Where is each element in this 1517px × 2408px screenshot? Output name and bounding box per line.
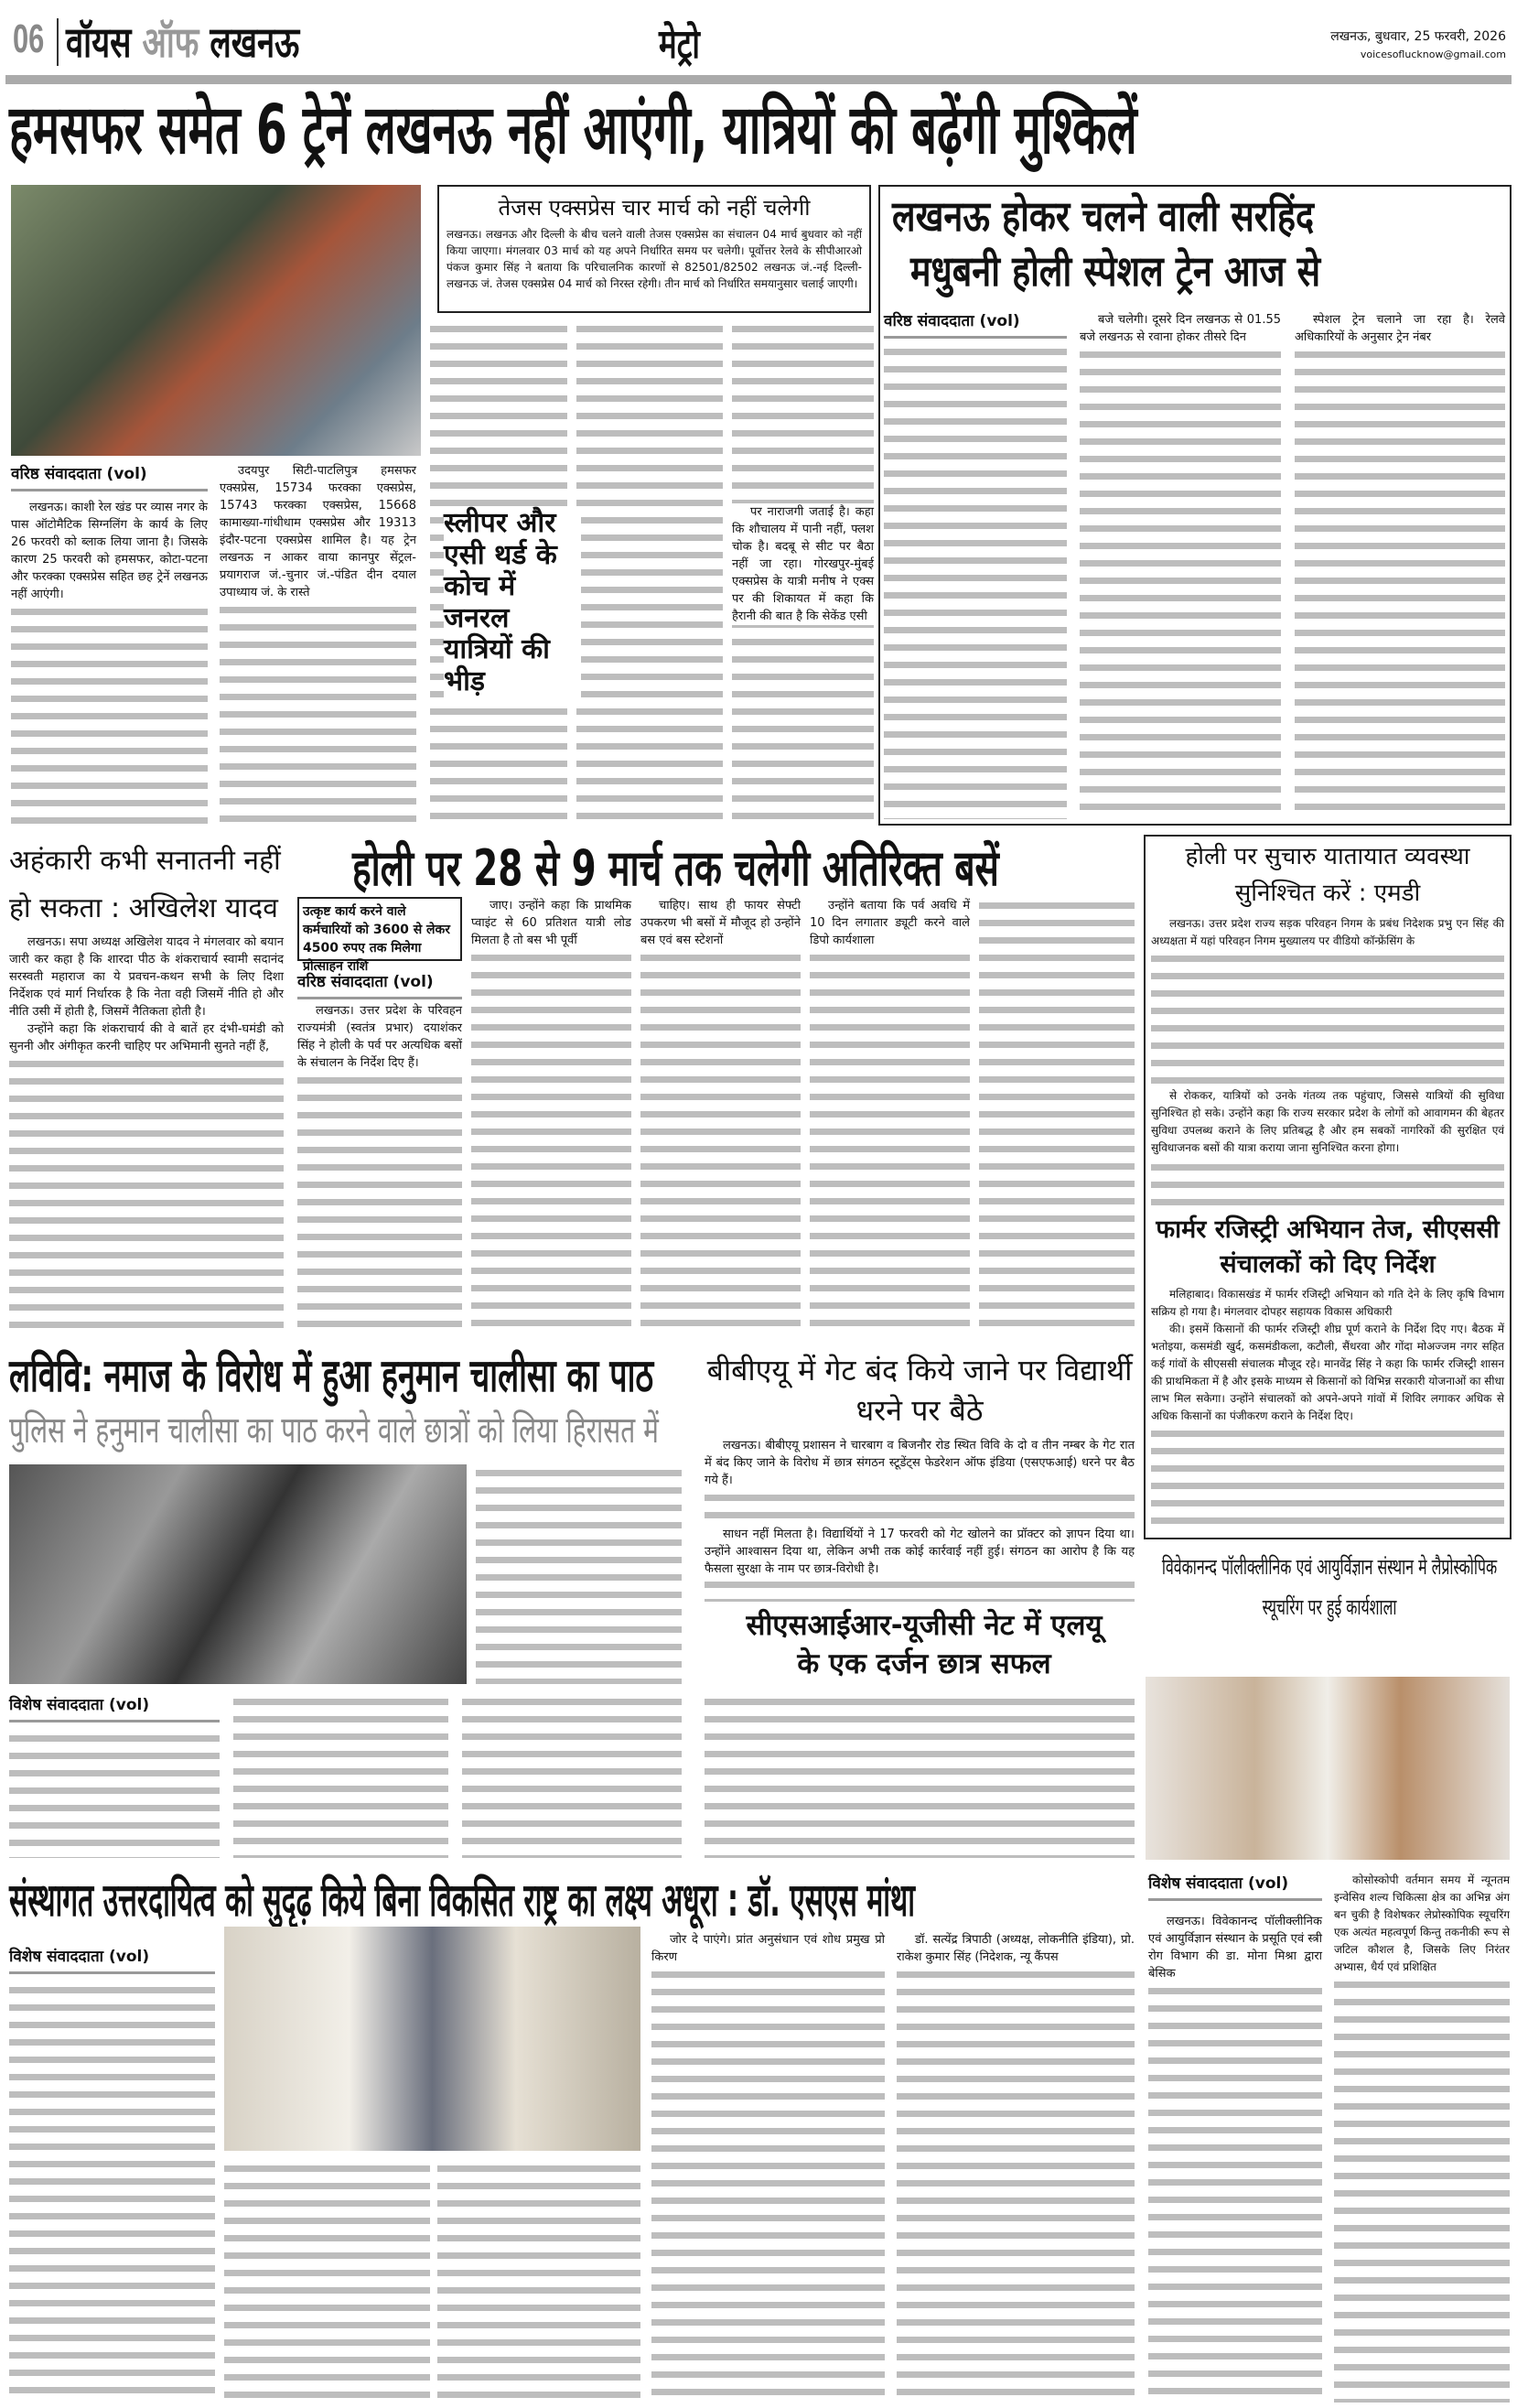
farmer-headline: फार्मर रजिस्ट्री अभियान तेज, सीएससी संचालकों को दिए निर्देश (1156, 1215, 1500, 1279)
masthead-logo (66, 13, 299, 70)
lead-col-1 (11, 499, 208, 824)
workshop-photo (1146, 1677, 1510, 1860)
byline: वरिष्ठ संवाददाता (vol) (297, 970, 462, 999)
sarhind-col-2 (1080, 311, 1281, 819)
tejas-headline: तेजस एक्सप्रेस चार मार्च को नहीं चलेगी (498, 195, 811, 221)
paragraph: चाहिए। साथ ही फायर सेफ्टी उपकरण भी बसों में मौजूद हो उन्होंने बस एवं बस स्टेशनों (640, 899, 801, 947)
vivekanand-col-2 (1334, 1872, 1510, 2403)
sarhind-headline-2: मधुबनी होली स्पेशल ट्रेन आज से (910, 246, 1321, 296)
paragraph: डॉ. सत्येंद्र त्रिपाठी (अध्यक्ष, लोकनीति इंडिया), प्रो. राकेश कुमार सिंह (निदेशक, न्यू कैंपस (897, 1933, 1135, 1964)
lead-col-2 (220, 462, 416, 824)
mantha-col-3 (437, 2160, 640, 2403)
paragraph: मलिहाबाद। विकासखंड में फार्मर रजिस्ट्री अभियान को गति देने के लिए कृषि विभाग सक्रिय हो गया है। मंगलवार दोपहर सहायक विकास अधिकारी (1151, 1286, 1504, 1321)
paragraph: बजे चलेगी। दूसरे दिन लखनऊ से 01.55 बजे लखनऊ से रवाना होकर तीसरे दिन (1080, 313, 1281, 344)
buses-col-4 (810, 897, 970, 1336)
buses-headline: होली पर 28 से 9 मार्च तक चलेगी अतिरिक्त बसें (352, 839, 999, 897)
email: voicesoflucknow@gmail.com (1360, 49, 1506, 60)
buses-col-5 (979, 897, 1135, 1336)
buses-highlight: उत्कृष्ट कार्य करने वाले कर्मचारियों को 3600 से लेकर 4500 रुपए तक मिलेगा प्रोत्साहन राशि (297, 897, 462, 961)
csir-headline: सीएसआईआर-यूजीसी नेट में एलयू के एक दर्जन छात्र सफल (746, 1609, 1103, 1680)
sarhind-headline-1: लखनऊ होकर चलने वाली सरहिंद (892, 191, 1315, 241)
byline: विशेष संवाददाता (vol) (9, 1693, 220, 1722)
akhilesh-headline: अहंकारी कभी सनातनी नहीं हो सकता : अखिलेश यादव (9, 845, 281, 924)
paragraph: लखनऊ। विवेकानन्द पॉलीक्लीनिक एवं आयुर्विज्ञान संस्थान के प्रसूति एवं स्त्री रोग विभाग की डा. मोना मिश्रा द्वारा बेसिक (1148, 1915, 1322, 1981)
section-title: मेट्रो (659, 21, 700, 68)
buses-col-2 (471, 897, 631, 1336)
paragraph: साधन नहीं मिलता है। विद्यार्थियों ने 17 फरवरी को गेट खोलने का प्रॉक्टर को ज्ञापन दिया था। उन्होंने आश्वासन दिया था, लेकिन अभी तक कोई कार्रवाई नहीं हुई। संगठन का आरोप है कि यह फैसला सुरक्षा के नाम पर छात्र-विरोधी है। (705, 1528, 1135, 1576)
mantha-col-4 (651, 1931, 885, 2403)
paragraph: उदयपुर सिटी-पाटलिपुत्र हमसफर एक्सप्रेस, 15734 फरक्का एक्सप्रेस, 15743 फरक्का एक्सप्रेस, 15668 कामाख्या-गांधीधाम एक्सप्रेस और 19313 इंदौर-पटना एक्सप्रेस शामिल है। यह ट्रेन लखनऊ न आकर वाया कानपुर सेंट्रल-प्रयागराज जं.-चुनार जं.-पंडित दीन दयाल उपाध्याय जं. के रास्ते (220, 464, 416, 599)
sarhind-col-1 (884, 343, 1067, 819)
lavivi-col-side (476, 1464, 682, 1684)
lavivi-col-1 (9, 1730, 220, 1858)
lavivi-subhead: पुलिस ने हनुमान चालीसा का पाठ करने वाले छात्रों को लिया हिरासत में (9, 1409, 659, 1452)
lavivi-col-3 (462, 1693, 682, 1858)
paragraph: उन्होंने कहा कि शंकराचार्य की वे बातें हर दंभी-घमंडी को सुननी और अंगीकृत करनी चाहिए पर अभिमानी सुनते नहीं हैं, (9, 1022, 284, 1053)
bbau-headline: बीबीएयू में गेट बंद किये जाने पर विद्यार्थी धरने पर बैठे (706, 1353, 1133, 1428)
mantha-headline: संस्थागत उत्तरदायित्व को सुदृढ़ किये बिना विकसित राष्ट्र का लक्ष्य अधूरा : डॉ. एसएस मांथा (9, 1873, 916, 1927)
event-photo (224, 1927, 640, 2151)
paragraph: जोर दे पाएंगे। प्रांत अनुसंधान एवं शोध प्रमुख प्रो किरण (651, 1933, 885, 1964)
train-photo (11, 185, 421, 456)
sarhind-col-3 (1295, 311, 1505, 819)
md-text (1151, 915, 1504, 1208)
paragraph: जाए। उन्होंने कहा कि प्राथमिक प्वाइंट से 60 प्रतिशत यात्री लोड मिलता है तो बस भी पूर्वी (471, 899, 631, 947)
mantha-col-2 (224, 2160, 430, 2403)
paragraph: लखनऊ। उत्तर प्रदेश राज्य सड़क परिवहन निगम के प्रबंध निदेशक प्रभु एन सिंह की अध्यक्षता में यहां परिवहन निगम मुख्यालय पर वीडियो कॉन्फ्रेंसिंग के (1151, 915, 1504, 950)
lavivi-headline: लविवि: नमाज के विरोध में हुआ हनुमान चालीसा का पाठ (9, 1349, 654, 1402)
akhilesh-text (9, 934, 284, 1336)
paragraph: लखनऊ। काशी रेल खंड पर व्यास नगर के पास ऑटोमैटिक सिग्नलिंग के कार्य के लिए 26 फरवरी को ब्लाक लिया जाना है। जिसके कारण 25 फरवरी को हमसफर, कोटा-पटना और फरक्का एक्सप्रेस सहित छह ट्रेनें लखनऊ नहीं आएंगी। (11, 501, 208, 601)
date: लखनऊ, बुधवार, 25 फरवरी, 2026 (1330, 29, 1506, 44)
paragraph: उन्होंने बताया कि पर्व अवधि में 10 दिन लगातार ड्यूटी करने वाले डिपो कार्यशाला (810, 899, 970, 947)
middle-col-2 (576, 320, 723, 824)
bbau-text (705, 1437, 1135, 1602)
byline: वरिष्ठ संवाददाता (vol) (884, 309, 1067, 339)
vivekanand-headline: विवेकानन्द पॉलीक्लीनिक एवं आयुर्विज्ञान संस्थान मे लैप्रोस्कोपिक स्यूचरिंग पर हुई कार्यशाला (1148, 1547, 1511, 1627)
tejas-text: लखनऊ। लखनऊ और दिल्ली के बीच चलने वाली तेजस एक्सप्रेस का संचालन 04 मार्च बुधवार को नहीं किया जाएगा। मंगलवार 03 मार्च को यह अपने निर्धारित समय पर चलेगी। पूर्वोत्तर रेलवे के सीपीआरओ पंकज कुमार सिंह ने बताया कि परिचालनिक कारणों से 82501/82502 लखनऊ जं.-नई दिल्ली-लखनऊ जं. तेजस एक्सप्रेस 04 मार्च को निरस्त रहेगी। तीन मार्च को निर्धारित समयानुसार चलाई जाएगी। (446, 228, 862, 290)
md-headline: होली पर सुचारु यातायात व्यवस्था सुनिश्चित करें : एमडी (1185, 843, 1470, 907)
vivekanand-col-1 (1148, 1913, 1322, 2403)
dateline (1330, 27, 1506, 64)
page-number: 06 (13, 16, 45, 61)
paragraph: कोसोस्कोपी वर्तमान समय में न्यूनतम इन्वेसिव शल्य चिकित्सा क्षेत्र का अभिन्न अंग बन चुकी है विशेषकर लेप्रोस्कोपिक स्यूचरिंग एक अत्यंत महत्वपूर्ण किन्तु तकनीकी रूप से जटिल कौशल है, जिसके लिए निरंतर अभ्यास, धैर्य एवं प्रशिक्षित (1334, 1872, 1510, 1976)
buses-col-3 (640, 897, 801, 1336)
farmer-text (1151, 1286, 1504, 1533)
tejas-box (437, 185, 871, 313)
byline: वरिष्ठ संवाददाता (vol) (11, 462, 208, 491)
paragraph: पर नाराजगी जताई है। कहा कि शौचालय में पानी नहीं, फ्लश चोक है। बदबू से सीट पर बैठा नहीं जा रहा। गोरखपुर-मुंबई एक्सप्रेस के यात्री मनीष ने एक्स पर की शिकायत में कहा कि हैरानी की बात है कि सेकेंड एसी (732, 505, 874, 623)
paragraph: लखनऊ। सपा अध्यक्ष अखिलेश यादव ने मंगलवार को बयान जारी कर कहा है कि शारदा पीठ के शंकराचार्य स्वामी सदानंद सरस्वती महाराज का ये प्रवचन-कथन सभी के लिए दिशा निर्देशक एवं मार्ग निर्धारक है कि नेता वही जिसमें नीति हो और नीति उसी में होती है, जिसमें नैतिकता होती है। (9, 935, 284, 1019)
paragraph: लखनऊ। उत्तर प्रदेश के परिवहन राज्यमंत्री (स्वतंत्र प्रभार) दयाशंकर सिंह ने होली के पर्व पर अत्यधिक बसों के संचालन के निर्देश दिए हैं। (297, 1004, 462, 1070)
mantha-col-5 (897, 1931, 1135, 2403)
paragraph: लखनऊ। बीबीएयू प्रशासन ने चारबाग व बिजनौर रोड स्थित विवि के दो व तीन नम्बर के गेट रात में बंद किए जाने के विरोध में छात्र संगठन स्टूडेंट्स फेडरेशन ऑफ इंडिया (एसएफआई) धरने पर बैठ गये हैं। (705, 1439, 1135, 1487)
logo-word: ऑफ (142, 17, 199, 67)
lead-headline: हमसफर समेत 6 ट्रेनें लखनऊ नहीं आएंगी, यात्रियों की बढ़ेंगी मुश्किलें (9, 91, 1137, 169)
lavivi-col-2 (233, 1693, 448, 1858)
csir-text (705, 1693, 1135, 1858)
sleeper-headline: स्लीपर और एसी थर्ड के कोच में जनरल यात्रियों की भीड़ (444, 508, 581, 697)
logo-word: लखनऊ (210, 17, 300, 67)
middle-col-3 (732, 320, 874, 824)
paragraph: स्पेशल ट्रेन चलाने जा रहा है। रेलवे अधिकारियों के अनुसार ट्रेन नंबर (1295, 313, 1505, 344)
protest-photo (9, 1464, 467, 1684)
buses-col-1 (297, 1002, 462, 1336)
divider (57, 18, 59, 66)
logo-word: वॉयस (66, 17, 132, 67)
paragraph: से रोककर, यात्रियों को उनके गंतव्य तक पहुंचाए, जिससे यात्रियों की सुविधा सुनिश्चित हो सके। उन्होंने कहा कि राज्य सरकार प्रदेश के लोगों को आवागमन की बेहतर सुविधा उपलब्ध कराने के लिए प्रतिबद्ध है और हम सबकों नागरिकों की सुरक्षित एवं सुविधाजनक बसों की यात्रा कराया जाना सुनिश्चित करना होगा। (1151, 1087, 1504, 1157)
mantha-col-1 (9, 1981, 215, 2403)
byline: विशेष संवाददाता (vol) (9, 1945, 215, 1974)
paragraph: की। इसमें किसानों की फार्मर रजिस्ट्री शीघ्र पूर्ण कराने के निर्देश दिए गए। बैठक में भतोइया, कसमंडी खुर्द, कसमंडीकला, कटौली, सैंधरवा और गोंदा मोअज्जम नगर सहित कई गांवों के सीएससी संचालक मौजूद रहे। मानवेंद्र सिंह ने कहा कि फार्मर रजिस्ट्री शासन की प्राथमिकता में है और इसके माध्यम से किसानों को विभिन्न सरकारी योजनाओं का सीधा लाभ मिल सकेगा। उन्होंने संचालकों को अपने-अपने गांवों में शिविर लगाकर अधिक से अधिक किसानों का पंजीकरण कराने के निर्देश दिए। (1151, 1321, 1504, 1425)
byline: विशेष संवाददाता (vol) (1148, 1872, 1322, 1901)
header-bar (5, 75, 1512, 84)
